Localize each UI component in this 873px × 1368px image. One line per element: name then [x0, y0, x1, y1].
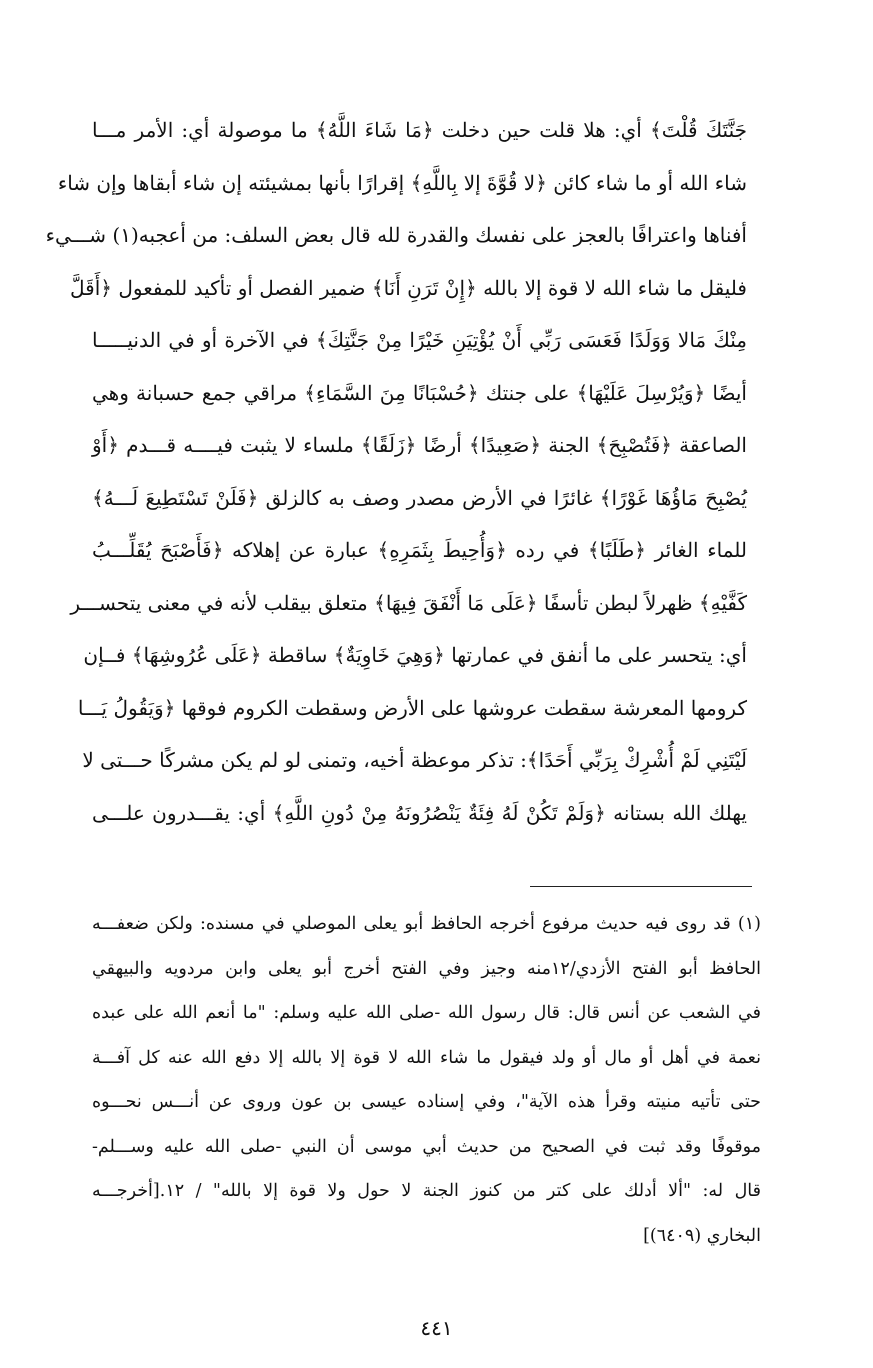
footnote-separator — [530, 886, 752, 887]
page-number: ٤٤١ — [420, 1316, 453, 1340]
text-line: أفناها واعترافًا بالعجز على نفسك والقدرة لله قال بعض السلف: من أعجبه(١) شـــيء — [45, 223, 747, 247]
footnote-line: موقوفًا وقد ثبت في الصحيح من حديث أبي موسى أن النبي -صلى الله عليه وســـلم- — [92, 1136, 761, 1157]
text-line: أيضًا ﴿وَيُرْسِلَ عَلَيْهَا﴾ على جنتك ﴿حُسْبَانًا مِنَ السَّمَاءِ﴾ مراقي جمع حسبانة وهي — [92, 380, 747, 405]
main-text — [45, 104, 747, 839]
footnotes — [92, 902, 761, 1258]
footnote-line: الحافظ أبو الفتح الأزدي/١٢منه وجيز وفي الفتح أخرج أبو يعلى وابن مردويه والبيهقي — [92, 958, 761, 979]
footnote-line: في الشعب عن أنس قال: قال رسول الله -صلى الله عليه وسلم: "ما أنعم الله على عبده — [92, 1003, 761, 1023]
text-line: الصاعقة ﴿فَتُصْبِحَ﴾ الجنة ﴿صَعِيدًا﴾ أرضًا ﴿زَلَقًا﴾ ملساء لا يثبت فيــــه قـــدم ﴿أَوْ — [92, 433, 747, 457]
footnote-line: (١) قد روى فيه حديث مرفوع أخرجه الحافظ أبو يعلى الموصلي في مسنده: ولكن ضعفـــه — [92, 914, 761, 934]
footnote-line: البخاري (٦٤٠٩)] — [643, 1225, 761, 1246]
footnote-line: قال له: "ألا أدلك على كتر من كنوز الجنة لا حول ولا قوة إلا بالله" / ١٢.[أخرجـــه — [92, 1181, 761, 1201]
text-line: يهلك الله بستانه ﴿وَلَمْ تَكُنْ لَهُ فِئَةٌ يَنْصُرُونَهُ مِنْ دُونِ اللَّهِ﴾ أي: يقـــدرون علـــى — [92, 800, 747, 825]
text-line: أي: يتحسر على ما أنفق في عمارتها ﴿وَهِيَ خَاوِيَةٌ﴾ ساقطة ﴿عَلَى عُرُوشِهَا﴾ فــإن — [83, 643, 747, 667]
footnote-line: حتى تأتيه منيته وقرأ هذه الآية"، وفي إسناده عيسى بن عون وروى عن أنـــس نحـــوه — [92, 1092, 761, 1112]
footnote-line: نعمة في أهل أو مال أو ولد فيقول ما شاء الله لا قوة إلا بالله إلا دفع الله عنه كل آفـــة — [92, 1047, 761, 1068]
text-line: مِنْكَ مَالا وَوَلَدًا فَعَسَى رَبِّي أَنْ يُؤْتِيَنِ خَيْرًا مِنْ جَنَّتِكَ﴾ في الآخرة أو في الدنيـــــا — [92, 328, 747, 352]
text-line: لَيْتَنِي لَمْ أُشْرِكْ بِرَبِّي أَحَدًا﴾: تذكر موعظة أخيه، وتمنى لو لم يكن مشركًا حـــتى لا — [82, 748, 747, 772]
text-line: يُصْبِحَ مَاؤُهَا غَوْرًا﴾ غائرًا في الأرض مصدر وصف به كالزلق ﴿فَلَنْ تَسْتَطِيعَ لَـــهُ﴾ — [92, 485, 747, 510]
text-line: كَفَّيْهِ﴾ ظهرلاً لبطن تأسفًا ﴿عَلَى مَا أَنْفَقَ فِيهَا﴾ متعلق بيقلب لأنه في معنى يتحســـر — [70, 590, 747, 615]
text-line: جَنَّتَكَ قُلْتَ﴾ أي: هلا قلت حين دخلت ﴿مَا شَاءَ اللَّهُ﴾ ما موصولة أي: الأمر مـــا — [92, 118, 747, 142]
text-line: كرومها المعرشة سقطت عروشها على الأرض وسقطت الكروم فوقها ﴿وَيَقُولُ يَـــا — [77, 695, 747, 720]
text-line: فليقل ما شاء الله لا قوة إلا بالله ﴿إِنْ تَرَنِ أَنَا﴾ ضمير الفصل أو تأكيد للمفعول ﴿أَقَلَّ — [70, 275, 747, 300]
text-line: شاء الله أو ما شاء كائن ﴿لا قُوَّةَ إلا بِاللَّهِ﴾ إقرارًا بأنها بمشيئته إن شاء أبقاها وإن شاء — [57, 170, 747, 195]
text-line: للماء الغائر ﴿طَلَبًا﴾ في رده ﴿وَأُحِيطَ بِثَمَرِهِ﴾ عبارة عن إهلاكه ﴿فَأَصْبَحَ يُقَلِّـــبُ — [92, 538, 747, 562]
